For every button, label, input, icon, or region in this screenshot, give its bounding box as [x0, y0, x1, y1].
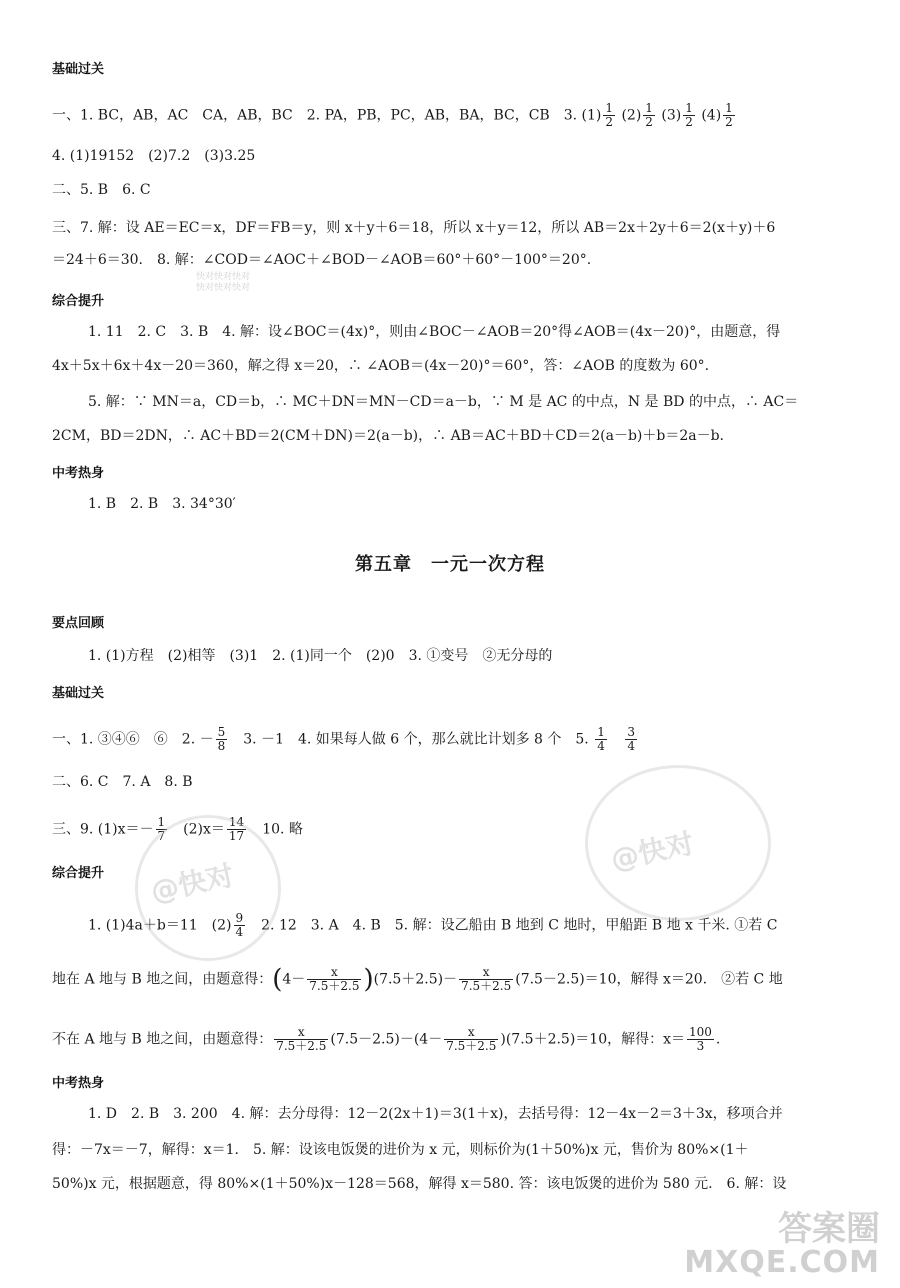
fraction: $\frac{14}{17}$ — [228, 815, 245, 843]
answer-line: 4. (1)19152 (2)7.2 (3)3.25 — [52, 148, 256, 164]
answer-line: 三、7. 解：设 AE＝EC＝x，DF＝FB＝y，则 x＋y＋6＝18，所以 x＋y＝12，所以 AB＝2x＋2y＋6＝2(x＋y)＋6 — [52, 220, 776, 236]
fraction: $\frac{x}{7.5+2.5}$ — [276, 1025, 327, 1053]
fraction: $\frac{1}{2}$ — [685, 101, 693, 129]
section-heading-basic: 基础过关 — [52, 62, 105, 77]
section-heading-exam: 中考热身 — [52, 1076, 105, 1091]
fraction: $\frac{x}{7.5+2.5}$ — [309, 965, 360, 993]
answer-line: 4x＋5x＋6x＋4x－20＝360，解之得 x＝20，∴ ∠AOB＝(4x－20)°＝60°，答：∠AOB 的度数为 60°. — [52, 358, 710, 374]
fraction: $\frac{1}{4}$ — [597, 725, 605, 753]
fraction: $\frac{x}{7.5+2.5}$ — [461, 965, 512, 993]
answer-line: ＝24＋6＝30. 8. 解：∠COD＝∠AOC＋∠BOD－∠AOB＝60°＋60°－100°＝20°. — [52, 252, 592, 268]
fraction: $\frac{1}{2}$ — [605, 101, 613, 129]
section-heading-advanced: 综合提升 — [52, 866, 105, 881]
fraction: $\frac{3}{4}$ — [627, 725, 635, 753]
fraction: $\frac{1}{2}$ — [725, 101, 733, 129]
fraction: $\frac{1}{2}$ — [645, 101, 653, 129]
corner-watermark-logo: 答案圈 MXQE.COM — [684, 1209, 880, 1280]
section-heading-basic: 基础过关 — [52, 686, 105, 701]
answer-line: 50%)x 元，根据题意，得 80%×(1＋50%)x－128＝568，解得 x＝580. 答：该电饭煲的进价为 580 元. 6. 解：设 — [52, 1176, 787, 1192]
answer-line: 三、9. (1)x＝－ $\frac{1}{7}$ (2)x＝ $\frac{14}{17}$ 10. 略 — [52, 815, 303, 843]
watermark-stamp-text: @快对 — [607, 826, 697, 877]
answer-line: 1. 11 2. C 3. B 4. 解：设∠BOC＝(4x)°，则由∠BOC－∠AOB＝20°得∠AOB＝(4x－20)°，由题意，得 — [88, 324, 781, 340]
answer-line: 2CM，BD＝2DN，∴ AC＋BD＝2(CM＋DN)＝2(a－b)，∴ AB＝AC＋BD＋CD＝2(a－b)＋b＝2a－b. — [52, 428, 725, 444]
fraction: $\frac{1}{7}$ — [157, 815, 166, 843]
fraction: $\frac{5}{8}$ — [217, 725, 226, 753]
answer-line: 二、5. B 6. C — [52, 182, 151, 198]
fraction: $\frac{x}{7.5+2.5}$ — [446, 1025, 497, 1053]
answer-line: 1. B 2. B 3. 34°30′ — [88, 496, 236, 512]
answer-line: 地在 A 地与 B 地之间，由题意得：(4－ $\frac{x}{7.5+2.5}$ )(7.5＋2.5)－ $\frac{x}{7.5+2.5}$ (7.5－2.5)＝10，解得 x＝20. ②若 C 地 — [52, 964, 783, 995]
chapter-title: 第五章 一元一次方程 — [355, 554, 545, 575]
fraction: $\frac{9}{4}$ — [235, 911, 244, 939]
section-heading-exam: 中考热身 — [52, 466, 105, 481]
answer-line: 二、6. C 7. A 8. B — [52, 774, 193, 790]
section-heading-advanced: 综合提升 — [52, 294, 105, 309]
answer-line: 一、1. BC，AB，AC CA，AB，BC 2. PA，PB，PC，AB，BA，BC，CB 3. (1) $\frac{1}{2}$ (2) $\frac{1}{2}$ (3) $\frac{1}{2}$ (4) $\frac{1}{2}$ — [52, 101, 733, 129]
answer-line: 一、1. ③④⑥ ⑥ 2. － $\frac{5}{8}$ 3. －1 4. 如果每人做 6 个，那么就比计划多 8 个 5. $\frac{1}{4}$ $\frac{3}{4}$ — [52, 725, 635, 753]
answer-line: 1. (1)方程 (2)相等 (3)1 2. (1)同一个 (2)0 3. ①变号 ②无分母的 — [88, 648, 553, 664]
answer-line: 5. 解：∵ MN＝a，CD＝b，∴ MC＋DN＝MN－CD＝a－b，∵ M 是 AC 的中点，N 是 BD 的中点，∴ AC＝ — [88, 394, 799, 410]
watermark-text: 快对快对快对 快对快对快对 — [196, 272, 251, 293]
fraction: $\frac{100}{3}$ — [689, 1025, 712, 1053]
answer-line: 不在 A 地与 B 地之间，由题意得： $\frac{x}{7.5+2.5}$ (7.5－2.5)－(4－ $\frac{x}{7.5+2.5}$ )(7.5＋2.5)＝10，解得：x＝ $\frac{100}{3}$ . — [52, 1025, 721, 1053]
answer-line: 得：－7x＝－7，解得：x＝1. 5. 解：设该电饭煲的进价为 x 元，则标价为(1＋50%)x 元，售价为 80%×(1＋ — [52, 1142, 749, 1158]
answer-line: 1. (1)4a＋b＝11 (2) $\frac{9}{4}$ 2. 12 3. A 4. B 5. 解：设乙船由 B 地到 C 地时，甲船距 B 地 x 千米. ①若 C — [88, 911, 778, 939]
section-heading-keypoints: 要点回顾 — [52, 616, 105, 631]
answer-line: 1. D 2. B 3. 200 4. 解：去分母得：12－2(2x＋1)＝3(1＋x)，去括号得：12－4x－2＝3＋3x，移项合并 — [88, 1106, 783, 1122]
watermark-stamp-text: @快对 — [147, 858, 237, 909]
